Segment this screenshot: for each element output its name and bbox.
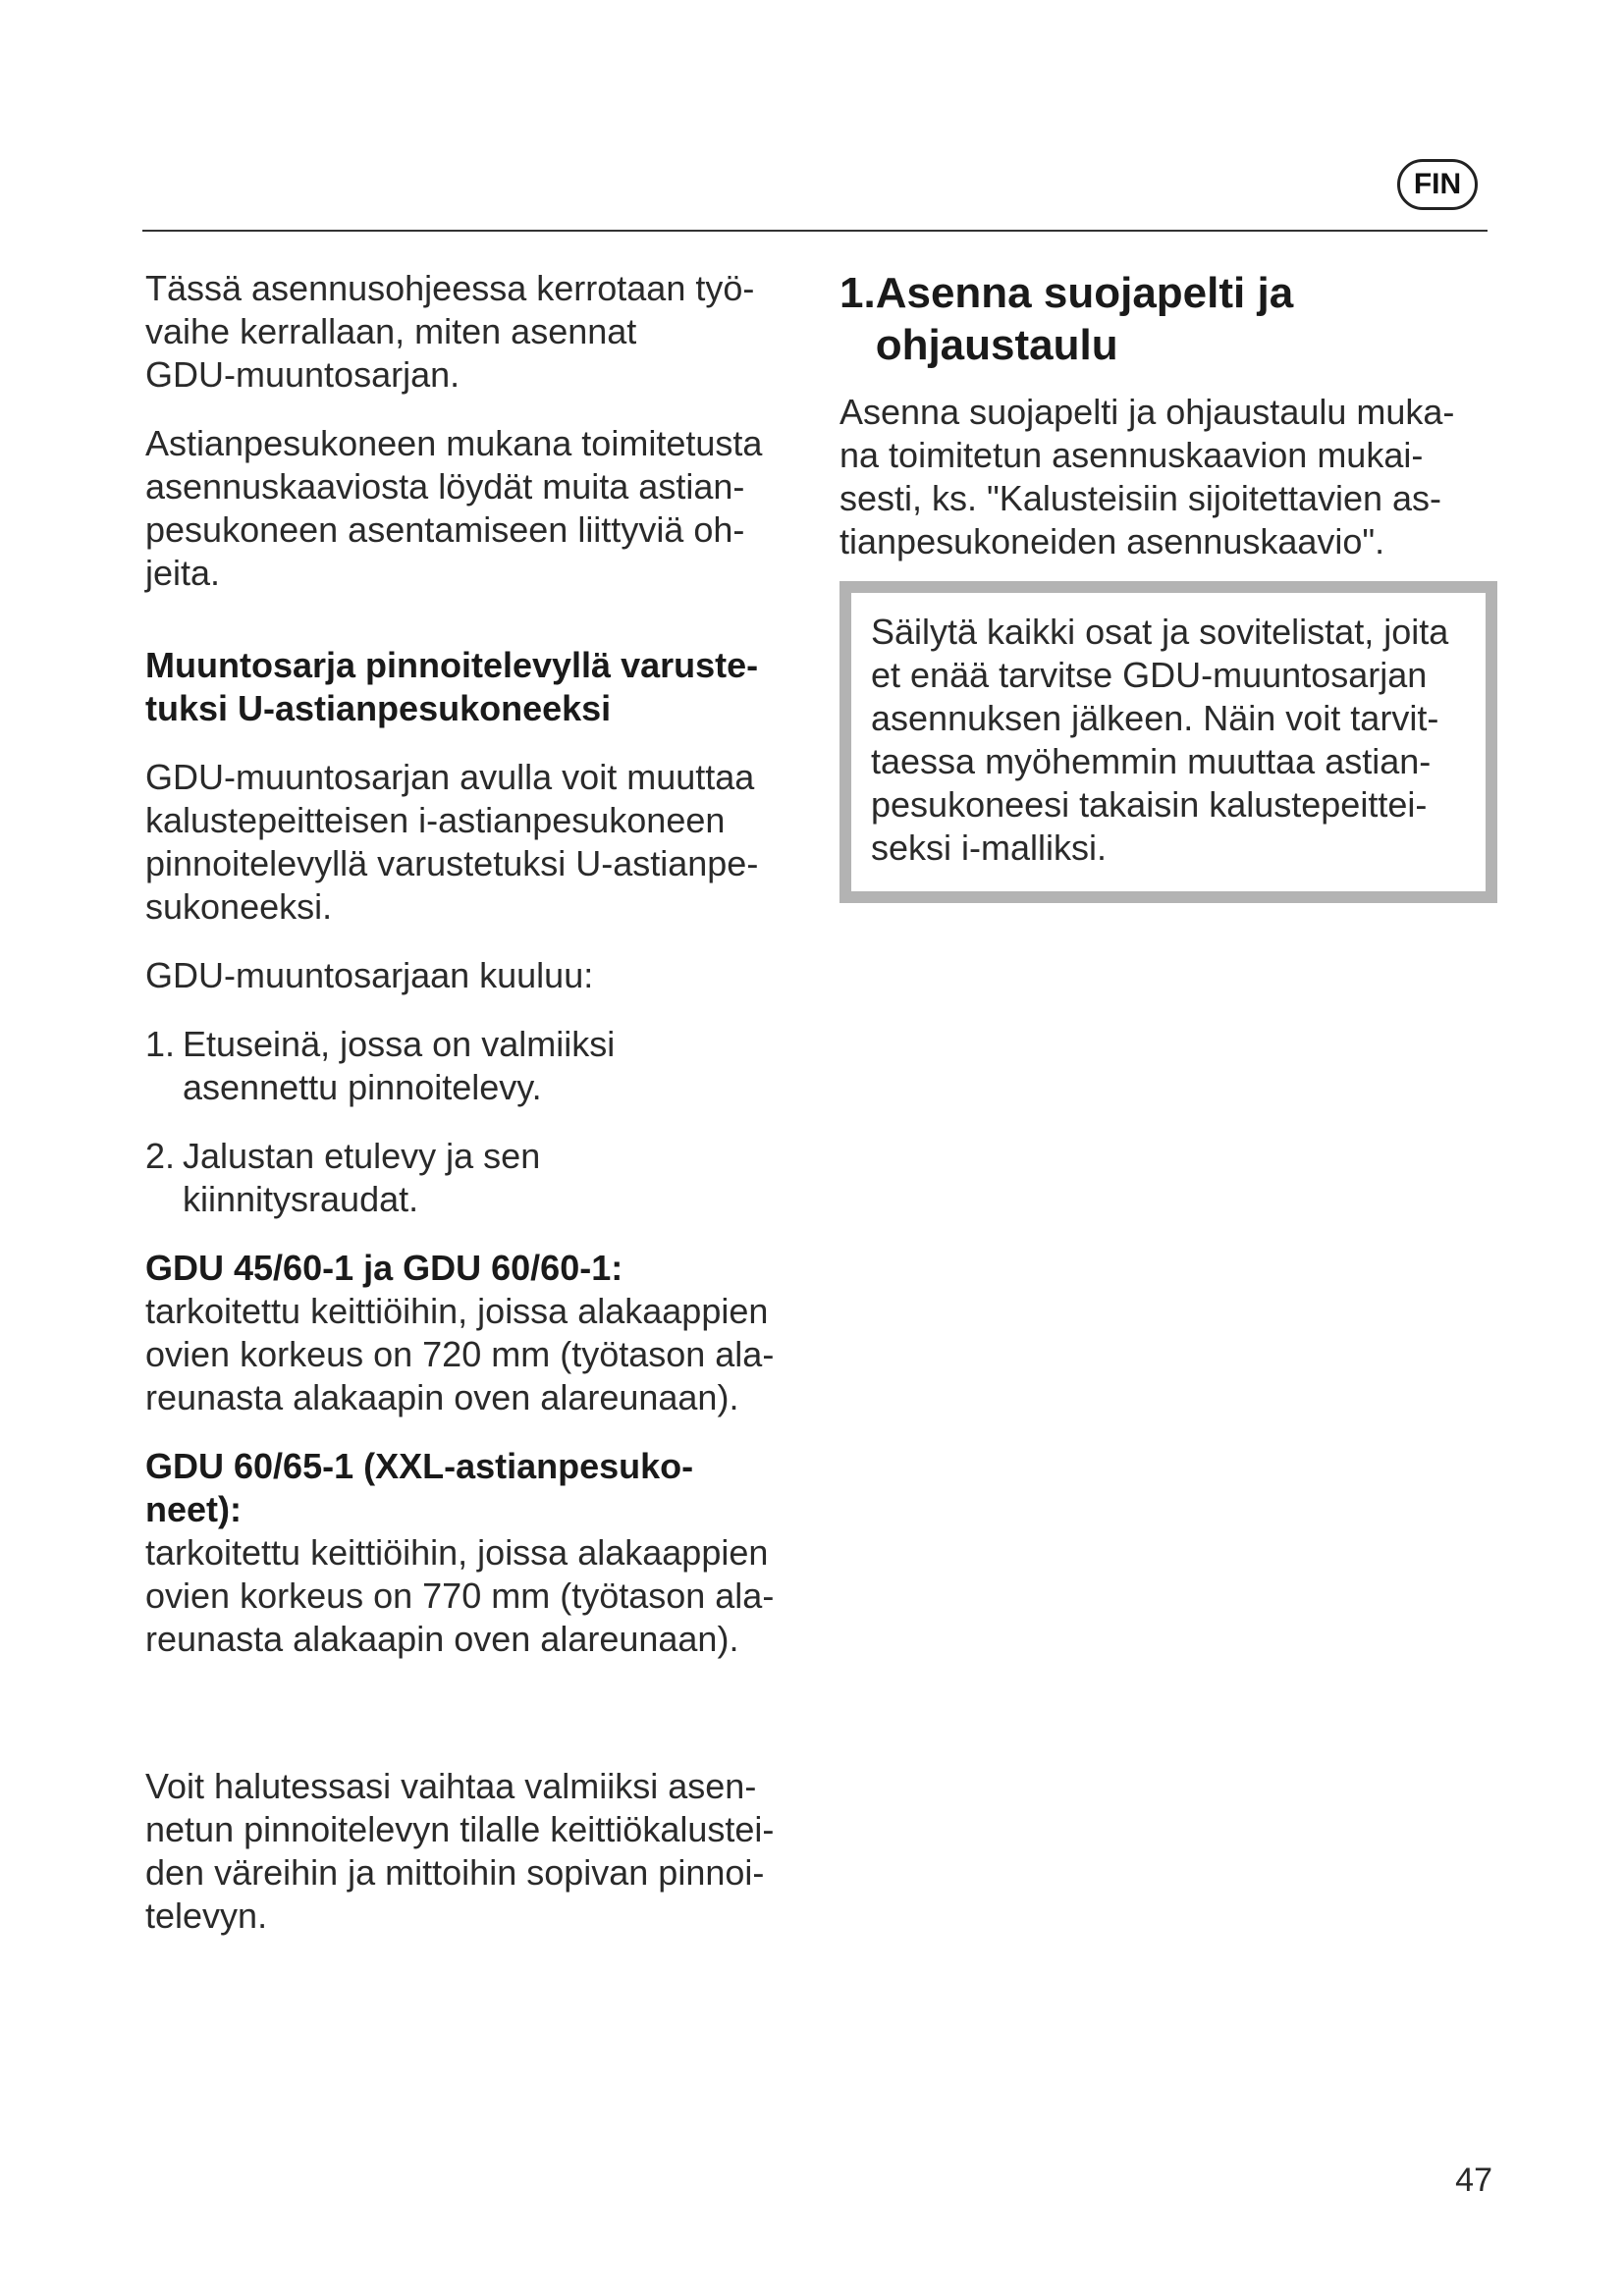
left-column <box>145 267 793 1938</box>
section-title-text: Asenna suojapelti ja ohjaustaulu <box>875 269 1294 369</box>
intro-paragraph-2: Astianpesukoneen mukana toimitetusta asennuskaaviosta löydät muita astian- pesukoneen asentamiseen liittyviä oh- jeita. <box>145 423 763 593</box>
header-divider <box>142 230 1488 232</box>
page-number: 47 <box>1455 2162 1492 2199</box>
subheading-conversion-kit: Muuntosarja pinnoitelevyllä varuste- tuksi U-astianpesukoneeksi <box>145 645 759 728</box>
section-body: Asenna suojapelti ja ohjaustaulu muka- na toimitetun asennuskaavion mukai- sesti, ks. "Kalusteisiin sijoitettavien as- tianpesukoneiden asennuskaavio". <box>839 392 1455 561</box>
closing-paragraph: Voit halutessasi vaihtaa valmiiksi asen- netun pinnoitelevyn tilalle keittiökalustei- den väreihin ja mittoihin sopivan pinnoi- televyn. <box>145 1766 775 1936</box>
section-number: 1. <box>839 269 876 317</box>
model-a-heading: GDU 45/60-1 ja GDU 60/60-1: <box>145 1248 623 1288</box>
right-column <box>839 267 1488 903</box>
body-paragraph-kit: GDU-muuntosarjan avulla voit muuttaa kalustepeitteisen i-astianpesukoneen pinnoitelevyllä varustetuksi U-astianpe- sukoneeksi. <box>145 757 759 927</box>
list-item-number: 1. <box>145 1024 176 1064</box>
list-item-text: Etuseinä, jossa on valmiiksi asennettu pinnoitelevy. <box>183 1024 616 1107</box>
model-a-text: tarkoitettu keittiöihin, joissa alakaappien ovien korkeus on 720 mm (työtason ala- reunasta alakaapin oven alareunaan). <box>145 1291 775 1417</box>
note-box <box>839 581 1497 903</box>
kit-contents-list <box>145 1023 793 1221</box>
list-item-number: 2. <box>145 1136 176 1176</box>
list-item <box>145 1135 793 1221</box>
list-item-text: Jalustan etulevy ja sen kiinnitysraudat. <box>183 1136 541 1219</box>
language-badge: FIN <box>1397 159 1478 210</box>
note-text: Säilytä kaikki osat ja sovitelistat, joita et enää tarvitse GDU-muuntosarjan asennuksen jälkeen. Näin voit tarvit- taessa myöhemmin muuttaa astian- pesukoneesi takaisin kalustepeittei- seksi i-malliksi. <box>871 612 1449 868</box>
section-title <box>839 267 1488 371</box>
model-b-heading: GDU 60/65-1 (XXL-astianpesuko- neet): <box>145 1446 694 1529</box>
kit-contents-intro: GDU-muuntosarjaan kuuluu: <box>145 955 594 995</box>
list-item <box>145 1023 793 1109</box>
intro-paragraph-1: Tässä asennusohjeessa kerrotaan työ- vaihe kerrallaan, miten asennat GDU-muuntosarjan. <box>145 268 755 395</box>
model-b-text: tarkoitettu keittiöihin, joissa alakaappien ovien korkeus on 770 mm (työtason ala- reunasta alakaapin oven alareunaan). <box>145 1532 775 1659</box>
